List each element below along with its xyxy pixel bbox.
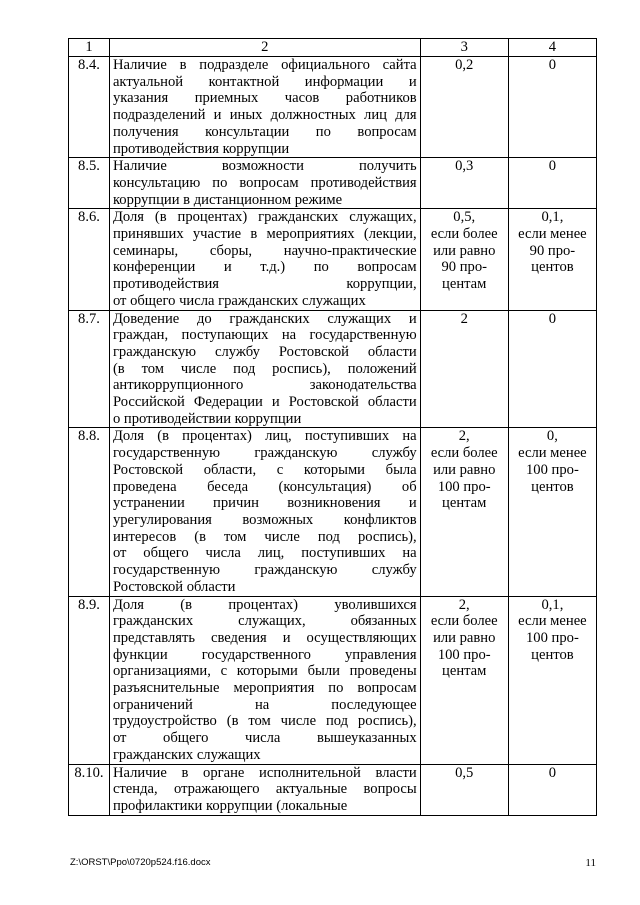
table-row (69, 158, 597, 209)
description-line: интересов (в том числе под роспись), (112, 528, 417, 545)
description-line: ограничений на последующее (112, 696, 417, 713)
table-row (69, 310, 597, 428)
description-line: профилактики коррупции (локальные (112, 797, 348, 814)
criterion-description (109, 310, 420, 428)
description-line: гражданскую службу Ростовской области (112, 343, 417, 360)
description-line: Доля (в процентах) гражданских служащих, (112, 209, 417, 226)
score-col-4: 0, если менее 100 про- центов (508, 428, 596, 596)
table-row (69, 764, 597, 815)
description-line: получения консультации по вопросам (112, 123, 417, 140)
score-col-4: 0,1, если менее 100 про- центов (508, 596, 596, 764)
description-line: конференции и т.д.) по вопросам (112, 259, 417, 276)
footer-page-number: 11 (585, 857, 596, 869)
description-line: граждан, поступающих на государственную (112, 327, 417, 344)
description-line: Доведение до гражданских служащих и (112, 310, 417, 327)
table-row (69, 428, 597, 596)
score-col-3: 0,5, если более или равно 90 про- центам (420, 209, 508, 310)
description-line: трудоустройство (в том числе под роспись), (112, 713, 417, 730)
row-number: 8.5. (69, 158, 110, 209)
criteria-table (68, 38, 597, 816)
score-col-3: 0,3 (420, 158, 508, 209)
description-line: противодействия коррупции, (112, 276, 417, 293)
description-line: Ростовской области, с которыми была (112, 461, 417, 478)
description-line: противодействия коррупции (112, 140, 290, 157)
score-col-3: 2, если более или равно 100 про- центам (420, 428, 508, 596)
description-line: Наличие возможности получить (112, 158, 417, 175)
row-number: 8.7. (69, 310, 110, 428)
description-line: от общего числа вышеуказанных (112, 730, 417, 747)
table-row (69, 209, 597, 310)
description-line: (в том числе под роспись), положений (112, 360, 417, 377)
description-line: представлять сведения и осуществляющих (112, 629, 417, 646)
description-line: урегулирования возможных конфликтов (112, 511, 417, 528)
header-col-3: 3 (420, 39, 508, 57)
description-line: Доля (в процентах) уволившихся (112, 596, 417, 613)
table-header-row (69, 39, 597, 57)
description-line: антикоррупционного законодательства (112, 377, 417, 394)
description-line: семинары, сборы, научно-практические (112, 242, 417, 259)
description-line: Наличие в органе исполнительной власти (112, 764, 417, 781)
criterion-description (109, 209, 420, 310)
row-number: 8.9. (69, 596, 110, 764)
description-line: указания приемных часов работников (112, 90, 417, 107)
description-line: Ростовской области (112, 578, 236, 595)
description-line: функции государственного управления (112, 646, 417, 663)
description-line: разъяснительные мероприятия по вопросам (112, 680, 417, 697)
score-col-3: 0,5 (420, 764, 508, 815)
row-number: 8.6. (69, 209, 110, 310)
score-col-4: 0 (508, 310, 596, 428)
description-line: от общего числа гражданских служащих (112, 292, 366, 309)
row-number: 8.4. (69, 57, 110, 158)
description-line: стенда, отражающего актуальные вопросы (112, 781, 417, 798)
description-line: гражданских служащих, обязанных (112, 613, 417, 630)
criterion-description (109, 428, 420, 596)
description-line: проведена беседа (консультация) об (112, 478, 417, 495)
score-col-4: 0 (508, 57, 596, 158)
description-line: организациями, с которыми были проведены (112, 663, 417, 680)
score-col-4: 0 (508, 764, 596, 815)
footer-file-path: Z:\ORST\Ppo\0720p524.f16.docx (70, 857, 211, 868)
score-col-4: 0 (508, 158, 596, 209)
description-line: Доля (в процентах) лиц, поступивших на (112, 428, 417, 445)
table-row (69, 596, 597, 764)
header-col-4: 4 (508, 39, 596, 57)
row-number: 8.10. (69, 764, 110, 815)
score-col-3: 2, если более или равно 100 про- центам (420, 596, 508, 764)
score-col-4: 0,1, если менее 90 про- центов (508, 209, 596, 310)
description-line: подразделений и иных должностных лиц для (112, 107, 417, 124)
header-col-2: 2 (109, 39, 420, 57)
score-col-3: 0,2 (420, 57, 508, 158)
criterion-description (109, 158, 420, 209)
table-row (69, 57, 597, 158)
criterion-description (109, 764, 420, 815)
description-line: гражданских служащих (112, 746, 261, 763)
description-line: от общего числа лиц, поступивших на (112, 545, 417, 562)
criterion-description (109, 596, 420, 764)
description-line: коррупции в дистанционном режиме (112, 191, 343, 208)
description-line: Российской Федерации и Ростовской области (112, 394, 417, 411)
description-line: устранении причин возникновения и (112, 495, 417, 512)
description-line: государственную гражданскую службу (112, 445, 417, 462)
criterion-description (109, 57, 420, 158)
description-line: принявших участие в мероприятиях (лекции, (112, 226, 417, 243)
description-line: о противодействии коррупции (112, 410, 302, 427)
description-line: актуальной контактной информации и (112, 73, 417, 90)
header-col-1: 1 (69, 39, 110, 57)
description-line: Наличие в подразделе официального сайта (112, 57, 417, 73)
row-number: 8.8. (69, 428, 110, 596)
description-line: государственную гражданскую службу (112, 562, 417, 579)
score-col-3: 2 (420, 310, 508, 428)
description-line: консультацию по вопросам противодействия (112, 174, 417, 191)
